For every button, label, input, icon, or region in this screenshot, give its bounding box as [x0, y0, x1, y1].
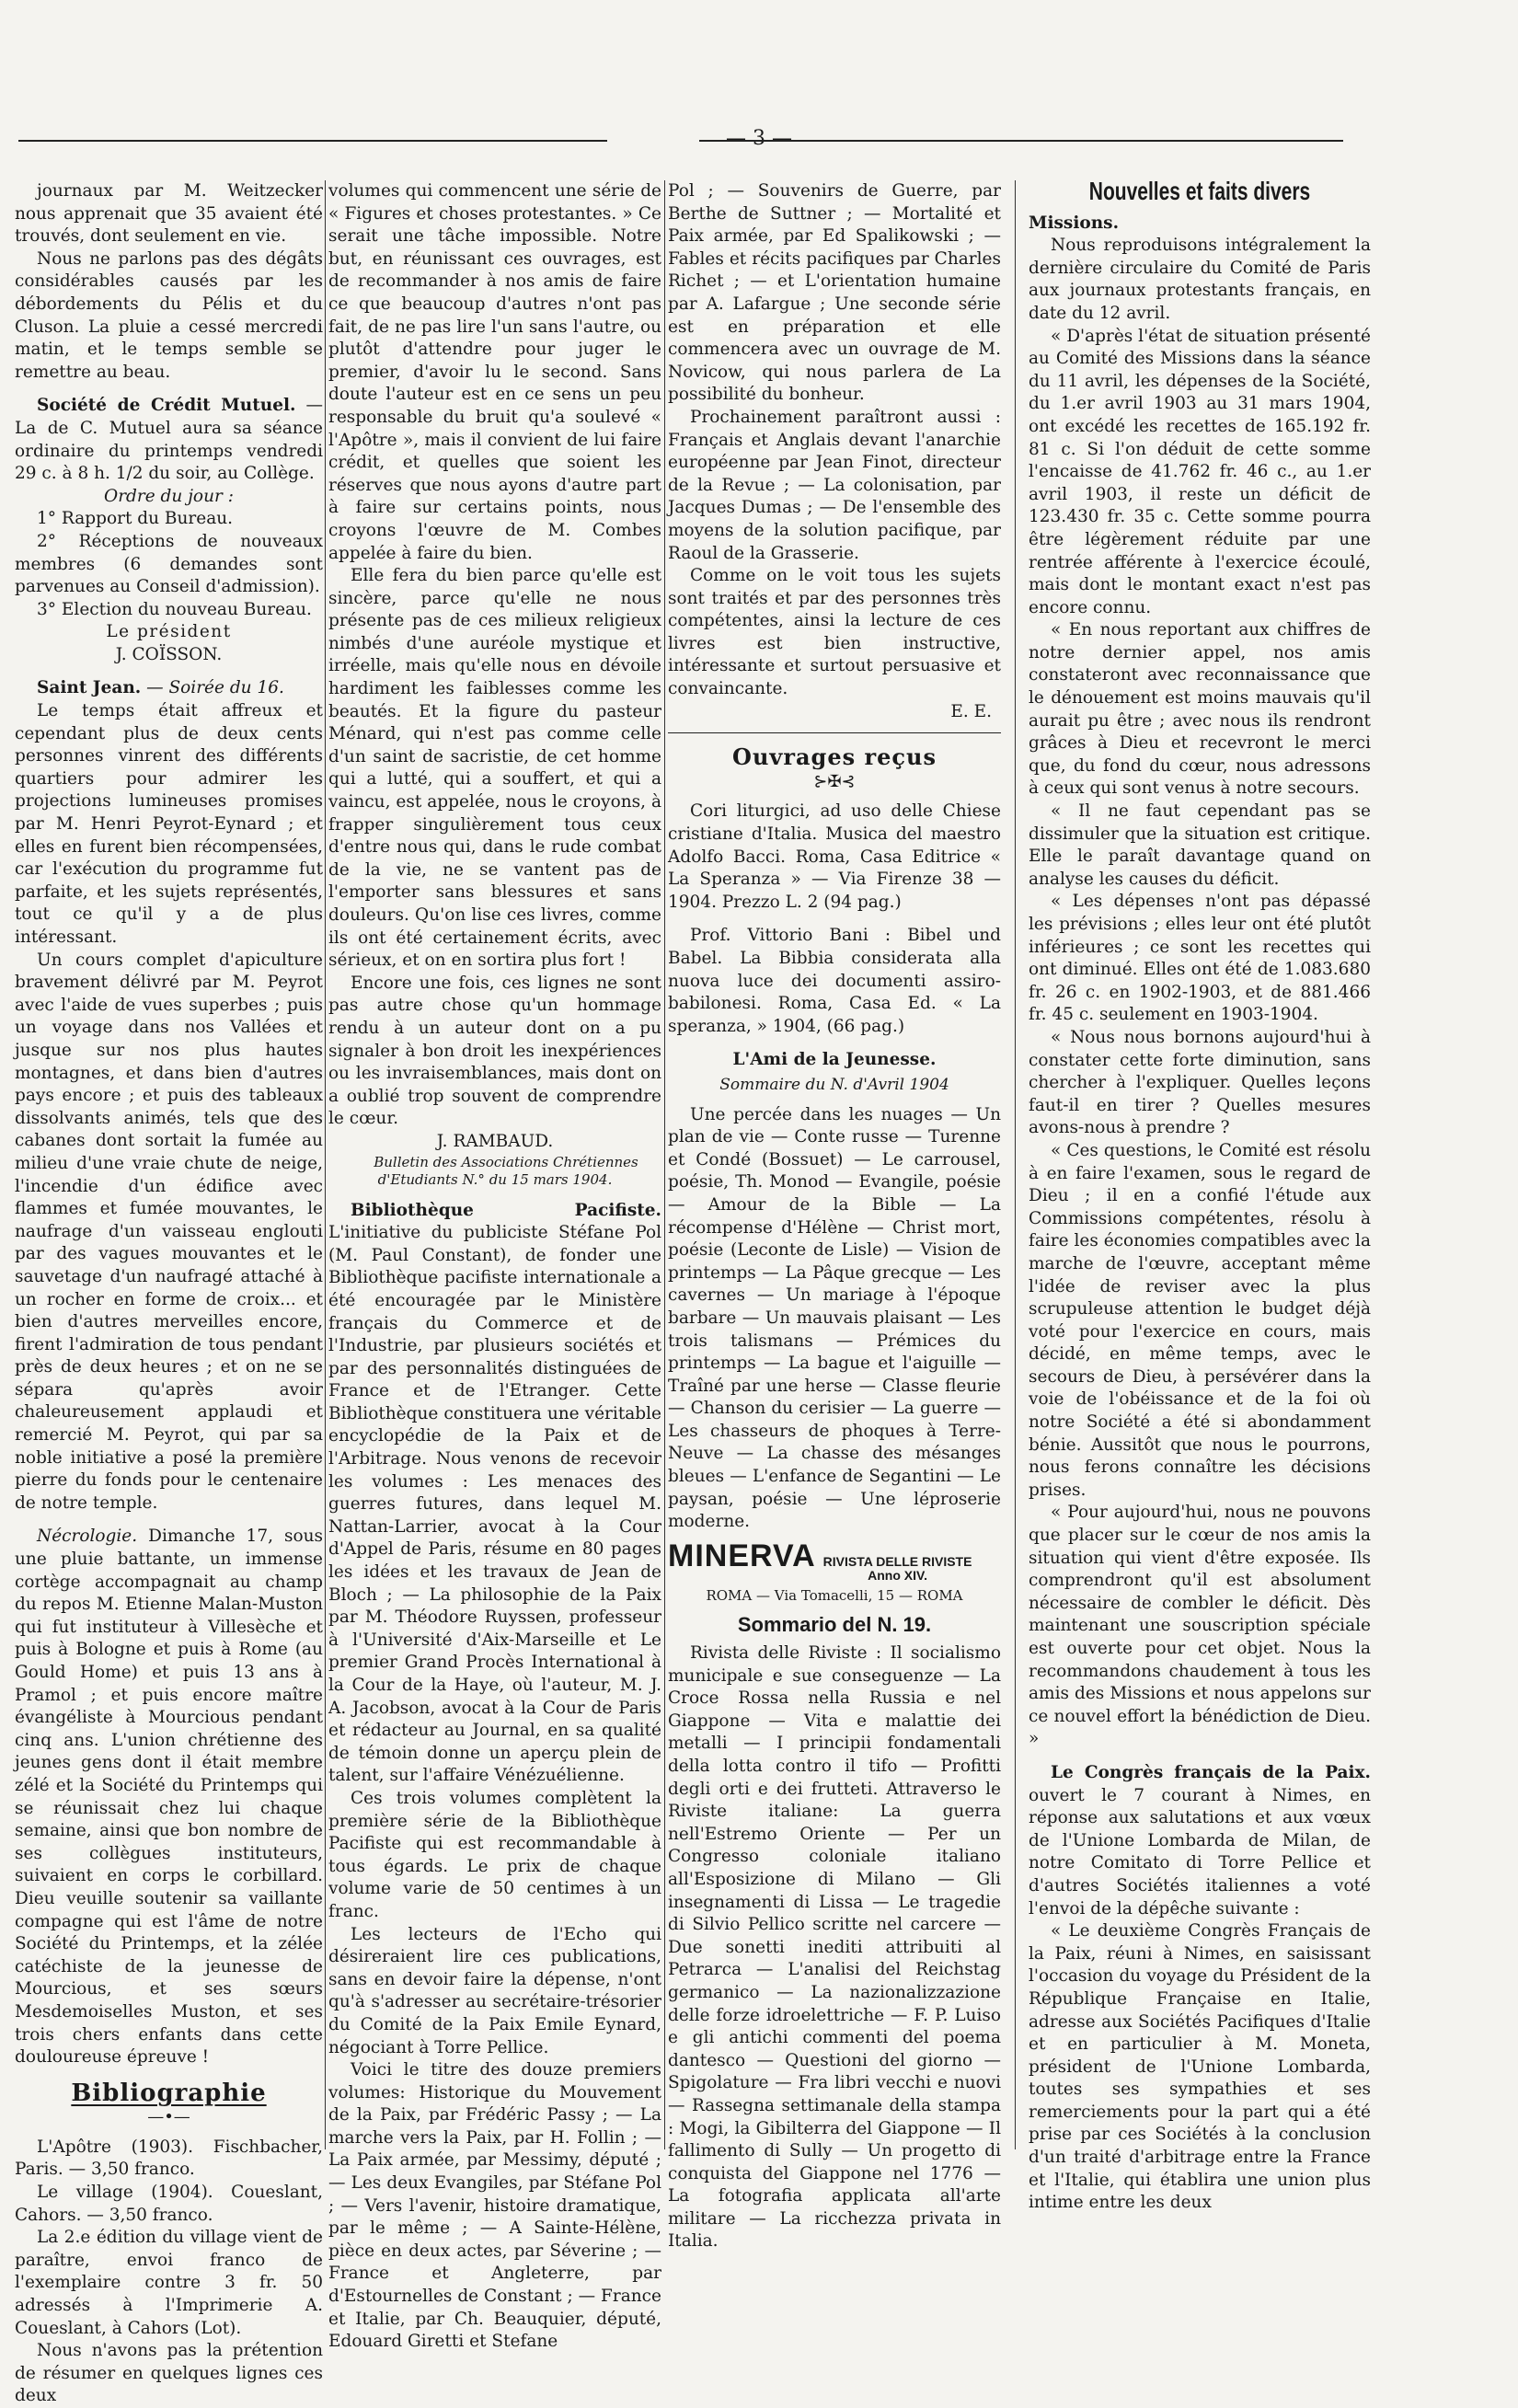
paragraph: « Le deuxième Congrès Français de la Paix, réuni à Nimes, en saisissant l'occasion du voyage du Président de la République Française en Italie, adresse aux Sociétés Pacifiques d'Italie et en particulier à M. Moneta, président de l'Unione Lombarda, toutes ses sympathies et ses remerciements pour la part qui a été prise par ces Sociétés à la conclusion d'un traité d'arbitrage entre la France et l'Italie, qui établira une union plus intime entre les deux	[1029, 1921, 1371, 2213]
agenda-item: 3° Election du nouveau Bureau.	[37, 599, 312, 619]
paragraph: journaux par M. Weitzecker nous apprenait que 35 avaient été trouvés, dont seulement en vie.	[15, 181, 323, 247]
paragraph: « Ces questions, le Comité est résolu à en faire l'examen, sous le regard de Dieu ; il en a confié l'étude aux Commissions compétentes, résolu à faire les économies compatibles avec la marche de l'œuvre, acceptant même l'idée de reviser avec la plus scrupuleuse attention le budget déjà voté pour l'exercice en cours, mais décidé, en même temps, avec le secours de Dieu, à persévérer dans la voie de l'obéissance et de la foi où notre Société a été si abondamment bénie. Aussitôt que nous le pourrons, nous ferons connaître les décisions prises.	[1029, 1140, 1371, 1500]
paragraph: « Pour aujourd'hui, nous ne pouvons que placer sur le cœur de nos amis la situation qui vient d'être exposée. Ils comprendront qu'il est absolument nécessaire de combler le déficit. Dès maintenant une souscription spéciale est ouverte pour cet objet. Nous la recommandons chaudement à tous les amis des Missions et nous appelons sur ce nouvel effort la bénédiction de Dieu. »	[1029, 1503, 1371, 1749]
book-entry: Le village (1904). Coueslant, Cahors. — 3,50 franco.	[15, 2183, 323, 2225]
minerva-masthead	[668, 1538, 1001, 1583]
ornament: ⊱✠⊰	[813, 771, 856, 791]
paragraph: Nous ne parlons pas des dégâts considérables causés par les débordements du Pélis et du Cluson. La pluie a cessé mercredi matin, et le temps semble se remettre au beau.	[15, 248, 323, 382]
column-3	[668, 180, 1001, 2252]
paragraph: « Les dépenses n'ont pas dépassé les prévisions ; elles leur ont été plutôt inférieures ; ce sont les recettes qui ont diminué. Elles ont été de 1.083.680 fr. 26 c. en 1902-1903, et de 881.466 fr. 45 c. seulement en 1903-1904.	[1029, 892, 1371, 1025]
paragraph: Encore une fois, ces lignes ne sont pas autre chose qu'un hommage rendu à un auteur dont on a pu signaler à bon droit les inexpériences ou les invraisemblances, mais dont on a oublié trop souvent de comprendre le cœur.	[328, 973, 661, 1129]
minerva-address: ROMA — Via Tomacelli, 15 — ROMA	[706, 1586, 963, 1604]
page-number: — 3 —	[726, 127, 792, 150]
paragraph: Comme on le voit tous les sujets sont traités et par des personnes très compétentes, ainsi la lecture de ces livres est bien instructive, intéressante et surtout persuasive et convaincante.	[668, 566, 1001, 699]
paragraph: « Il ne faut cependant pas se dissimuler que la situation est critique. Elle le paraît davantage quand on analyse les causes du déficit.	[1029, 801, 1371, 889]
book-entry: Cori liturgici, ad uso delle Chiese cristiane d'Italia. Musica del maestro Adolfo Bacci. Roma, Casa Editrice « La Speranza » — Via Firenze 38 — 1904. Prezzo L. 2 (94 pag.)	[668, 801, 1001, 912]
article-heading: Missions.	[1029, 213, 1120, 233]
minerva-year: Anno XIV.	[868, 1567, 927, 1583]
necrologie-article	[15, 1526, 323, 2068]
column-2	[328, 180, 661, 2352]
section-title: Nouvelles et faits divers	[1088, 177, 1311, 205]
paragraph: Ces trois volumes complètent la première série de la Bibliothèque Pacifiste qui est recommandable à tous égards. Le prix de chaque volume varie de 50 centimes à un franc.	[328, 1788, 661, 1921]
signature-name: J. RAMBAUD.	[436, 1131, 554, 1151]
article-heading: Nécrologie.	[37, 1527, 138, 1547]
minerva-tagline: RIVISTA DELLE RIVISTE	[822, 1553, 972, 1569]
signature-name: J. COÏSSON.	[115, 644, 223, 664]
paragraph: Voici le titre des douze premiers volumes: Historique du Mouvement de la Paix, par Frédéric Passy ; — La marche vers la Paix, par H. Follin ; — La Paix armée, par Messimy, député ; — Les deux Evangiles, par Stéfane Pol ; — Vers l'avenir, histoire dramatique, par le même ; — A Sainte-Hélène, pièce en deux actes, par Séverine ; — France et Angleterre, par d'Estournelles de Constant ; — France et Italie, par Ch. Beauquier, député, Edouard Giretti et Stefane	[328, 2060, 661, 2352]
article-text: — La de C. Mutuel aura sa séance ordinaire du printemps vendredi 29 c. à 8 h. 1/2 du soir, au Collège.	[15, 396, 323, 484]
paragraph: Un cours complet d'apiculture bravement délivré par M. Peyrot avec l'aide de vues superbes ; puis un voyage dans nos Vallées et jusque sur nos plus hautes montagnes, et dans bien d'autres pays encore ; et puis des tableaux dissolvants animés, tels que des cabanes dont sortait la fumée au milieu d'une vraie chute de neige, l'incendie d'un édifice avec flammes et fumée mouvantes, le naufrage d'un vaisseau englouti par des vagues mouvantes et le sauvetage d'un naufragé attaché à un rocher en forme de croix... et bien d'autres merveilles encore, firent l'admiration de tous pendant près de deux heures ; et on ne se sépara qu'après avoir chaleureusement applaudi et remercié M. Peyrot, qui par sa noble initiative a posé la première pierre du fonds pour le centenaire de notre temple.	[15, 950, 323, 1513]
credit-mutuel-article	[15, 395, 323, 485]
bibliotheque-pacifiste-article	[328, 1200, 661, 1788]
paragraph: Rivista delle Riviste : Il socialismo municipale e sue conseguenze — La Croce Rossa nella Russia e nel Giappone — Vita e malattie dei metalli — I principii fondamentali della lotta contro il tifo — Profitti degli orti e dei frutteti. Attraverso le Riviste italiane: La guerra nell'Estremo Oriente — Per un Congresso coloniale italiano all'Esposizione di Milano — Gli insegnamenti di Lissa — Le tragedie di Silvio Pellico scritte nel carcere — Due sonetti inediti attribuiti al Petrarca — L'analisi del Reichstag germanico — La nazionalizzazione delle forze idroelettriche — F. P. Luiso e gli antichi commenti del poema dantesco — Questioni del giorno — Spigolature — Fra libri vecchi e nuovi — Rassegna settimanale della stampa : Mogi, la Gibilterra del Giappone — Il fallimento di Sully — Un progetto di conquista del Giappone nel 1776 — La fotografia applicata all'arte militare — La ricchezza privata in Italia.	[668, 1643, 1001, 2252]
signature-title: Le président	[106, 622, 232, 642]
book-entry: Prof. Vittorio Bani : Bibel und Babel. La Bibbia considerata alla nuova luce dei documenti assiro-babilonesi. Roma, Casa Ed. « La speranza, » 1904, (66 pag.)	[668, 926, 1001, 1036]
book-entry: L'Apôtre (1903). Fischbacher, Paris. — 3,50 franco.	[15, 2137, 323, 2180]
paragraph: La 2.e édition du village vient de paraître, envoi franco de l'exemplaire contre 3 fr. 50 adressés à l'Imprimerie A. Coueslant, à Cahors (Lot).	[15, 2228, 323, 2338]
signature-name: E. E.	[950, 701, 992, 721]
article-text: L'initiative du publiciste Stéfane Pol (M. Paul Constant), de fonder une Bibliothèque pacifiste internationale a été encouragée par le Ministère français du Commerce et de l'Industrie, par plusieurs sociétés et par des personnalités distinguées de France et de l'Etranger. Cette Bibliothèque constituera une véritable encyclopédie de la Paix et de l'Arbitrage. Nous venons de recevoir les volumes : Les menaces des guerres futures, dans lequel M. Nattan-Larrier, avocat à la Cour d'Appel de Paris, résume en 80 pages les idées et les travaux de Jean de Bloch ; — La philosophie de la Paix par M. Théodore Ruyssen, professeur à l'Université d'Aix-Marseille et Le premier Grand Procès International à la Cour de la Haye, où l'auteur, M. J. A. Jacobson, avocat à la Cour de Paris et rédacteur au Journal, en sa qualité de témoin donne un aperçu plein de talent, sur l'affaire Vénézuélienne.	[328, 1223, 661, 1786]
agenda-item: 1° Rapport du Bureau.	[37, 509, 234, 529]
column-rule	[664, 180, 665, 2149]
column-rule	[325, 180, 326, 2149]
paragraph: Nous n'avons pas la prétention de résumer en quelques lignes ces deux	[15, 2341, 323, 2406]
agenda-item: 2° Réceptions de nouveaux membres (6 demandes sont parvenues au Conseil d'admission).	[15, 531, 323, 597]
section-rule	[668, 732, 1001, 733]
sommario-heading: Sommario del N. 19.	[737, 1613, 932, 1637]
ouvrages-recus-heading: Ouvrages reçus	[732, 743, 937, 771]
paragraph: Le temps était affreux et cependant plus de deux cents personnes vinrent des différents quartiers pour admirer les projections lumineuses promises par M. Henri Peyrot-Eynard ; et elles en furent bien récompensées, car l'exécution du programme fut parfaite, et les sujets représentés, tout ce qu'il y a de plus intéressant.	[15, 701, 323, 947]
column-1	[15, 180, 323, 2406]
column-4	[1029, 177, 1372, 2213]
paragraph: Pol ; — Souvenirs de Guerre, par Berthe de Suttner ; — Mortalité et Paix armée, par Ed Spalikowski ; — Fables et récits pacifiques par Charles Richet ; — et L'orientation humaine par A. Lafargue ; Une seconde série est en préparation et elle commencera avec un ouvrage de M. Novicow, qui nous parlera de La possibilité du bonheur.	[668, 181, 1001, 405]
paragraph: Une percée dans les nuages — Un plan de vie — Conte russe — Turenne et Condé (Bossuet) — Le carrousel, poésie, Th. Monod — Evangile, poésie — Amour de la Bible — La récompense d'Hélène — Christ mort, poésie (Leconte de Lisle) — Vision de printemps — La Pâque grecque — Les cavernes — Un mariage à l'époque barbare — Un mauvais plaisant — Les trois talismans — Prémices du printemps — La bague et l'aiguille — Traîné par une herse — Classe fleurie — Chanson du cerisier — La guerre — Les chasseurs de phoques à Terre-Neuve — La chasse des mésanges bleues — L'enfance de Segantini — Le paysan, poésie — Une léproserie moderne.	[668, 1104, 1001, 1532]
source-citation: Bulletin des Associations Chrétiennes d'Etudiants N.° du 15 mars 1904.	[374, 1153, 638, 1188]
minerva-title: MINERVA	[668, 1538, 816, 1573]
paragraph: Prochainement paraîtront aussi : Français et Anglais devant l'anarchie européenne par Jean Finot, directeur de la Revue ; — La colonisation, par Jacques Dumas ; — De l'ensemble des moyens de la solution pacifique, par Raoul de la Grasserie.	[668, 407, 1001, 563]
article-subheading: — Soirée du 16.	[146, 678, 284, 698]
article-heading: Bibliothèque Pacifiste.	[351, 1200, 661, 1220]
bibliographie-heading: Bibliographie	[71, 2079, 267, 2107]
column-rule	[1015, 180, 1016, 2149]
minerva-subtitle	[823, 1555, 972, 1583]
ornament: —•—	[147, 2107, 190, 2127]
paragraph: Les lecteurs de l'Echo qui désireraient lire ces publications, sans en devoir faire la dépense, n'ont qu'à s'adresser au secrétaire-trésorier du Comité de la Paix Emile Eynard, négociant à Torre Pellice.	[328, 1924, 661, 2057]
ami-jeunesse-subheading: Sommaire du N. d'Avril 1904	[719, 1075, 949, 1094]
ordre-du-jour: Ordre du jour :	[104, 486, 234, 506]
paragraph: « Nous nous bornons aujourd'hui à constater cette forte diminution, sans chercher à l'expliquer. Quelles leçons faut-il en tirer ? Quelles mesures avons-nous à prendre ?	[1029, 1027, 1371, 1138]
article-text: ouvert le 7 courant à Nimes, en réponse aux salutations et aux vœux de l'Unione Lombarda de Milan, de notre Comitato di Torre Pellice et d'autres Sociétés italiennes a voté l'envoi de la dépêche suivante :	[1029, 1785, 1371, 1918]
article-heading: Société de Crédit Mutuel.	[37, 396, 296, 416]
paragraph: Elle fera du bien parce qu'elle est sincère, parce qu'elle ne nous présente pas de ces milieux religieux nimbés d'une auréole mystique et irréelle, mais qu'elle nous en dévoile hardiment les faiblesses comme les beautés. Et la figure du pasteur Ménard, qui n'est pas comme celle d'un saint de sacristie, de cet homme qui a lutté, qui a souffert, et qui a vaincu, est appelée, nous le croyons, à frapper singulièrement tous ceux d'entre nous qui, dans le rude combat de la vie, ne se vantent pas de l'emporter sans blessures et sans douleurs. Qu'on lise ces livres, comme ils ont été certainement écrits, avec sérieux, et on en sortira plus fort !	[328, 566, 661, 971]
paragraph: « D'après l'état de situation présenté au Comité des Missions dans la séance du 11 avril, les dépenses de la Société, du 1.er avril 1903 au 31 mars 1904, ont excédé les recettes de 165.192 fr. 81 c. Si l'on déduit de cette somme l'encaisse de 41.762 fr. 46 c., au 1.er avril 1903, il reste un déficit de 123.430 fr. 35 c. Cette somme pourra être légèrement réduite par une rentrée afférente à l'exercice écoulé, mais dont le montant exact n'est pas encore connu.	[1029, 326, 1372, 617]
header-rule-left	[18, 140, 607, 142]
article-heading: Le Congrès français de la Paix.	[1051, 1762, 1371, 1782]
header-rule-right	[699, 140, 1343, 142]
saint-jean-article	[15, 677, 323, 700]
paragraph: « En nous reportant aux chiffres de notre dernier appel, nos amis constateront avec reconnaissance que le dénouement est moins mauvais qu'il aurait pu être ; avec nous ils rendront grâces à Dieu et recevront le merci que, du fond du cœur, nous adressons à ceux qui sont venus à notre secours.	[1029, 620, 1371, 799]
congres-article	[1029, 1762, 1371, 1920]
paragraph: Nous reproduisons intégralement la dernière circulaire du Comité de Paris aux journaux protestants français, en date du 12 avril.	[1029, 236, 1371, 323]
paragraph: volumes qui commencent une série de « Figures et choses protestantes. » Ce serait une tâche impossible. Notre but, en réunissant ces ouvrages, est de recommander à nos amis de faire ce que beaucoup d'autres n'ont pas fait, de ne pas lire l'un sans l'autre, ou plutôt d'attendre pour juger le premier, d'avoir lu le second. Sans doute l'auteur est en ce sens un peu responsable du bruit qu'a soulevé « l'Apôtre », mais il convient de lui faire crédit, et quelles que soient les réserves que nous ayons d'autre part à faire sur certains points, nous croyons l'œuvre de M. Combes appelée à faire du bien.	[328, 181, 661, 563]
article-text: Dimanche 17, sous une pluie battante, un immense cortège accompagnait au champ du repos M. Etienne Malan-Muston qui fut instituteur à Villesèche et puis à Bologne et puis à Rome (au Gould Home) et puis 13 ans à Pramol ; et puis encore maître évangéliste à Mourcious pendant cinq ans. L'union chrétienne des jeunes gens dont il était membre zélé et la Société du Printemps qui se réunissait chez lui chaque semaine, ainsi que bon nombre de ses collègues instituteurs, suivaient en corps le corbillard. Dieu veuille soutenir sa vaillante compagne qui est l'âme de notre Société du Printemps, et la zélée catéchiste de la jeunesse de Mourcious, et ses sœurs Mesdemoiselles Muston, et ses trois chers enfants dans cette douloureuse épreuve !	[15, 1527, 323, 2068]
ami-jeunesse-heading: L'Ami de la Jeunesse.	[732, 1050, 937, 1070]
article-heading: Saint Jean.	[37, 678, 142, 698]
